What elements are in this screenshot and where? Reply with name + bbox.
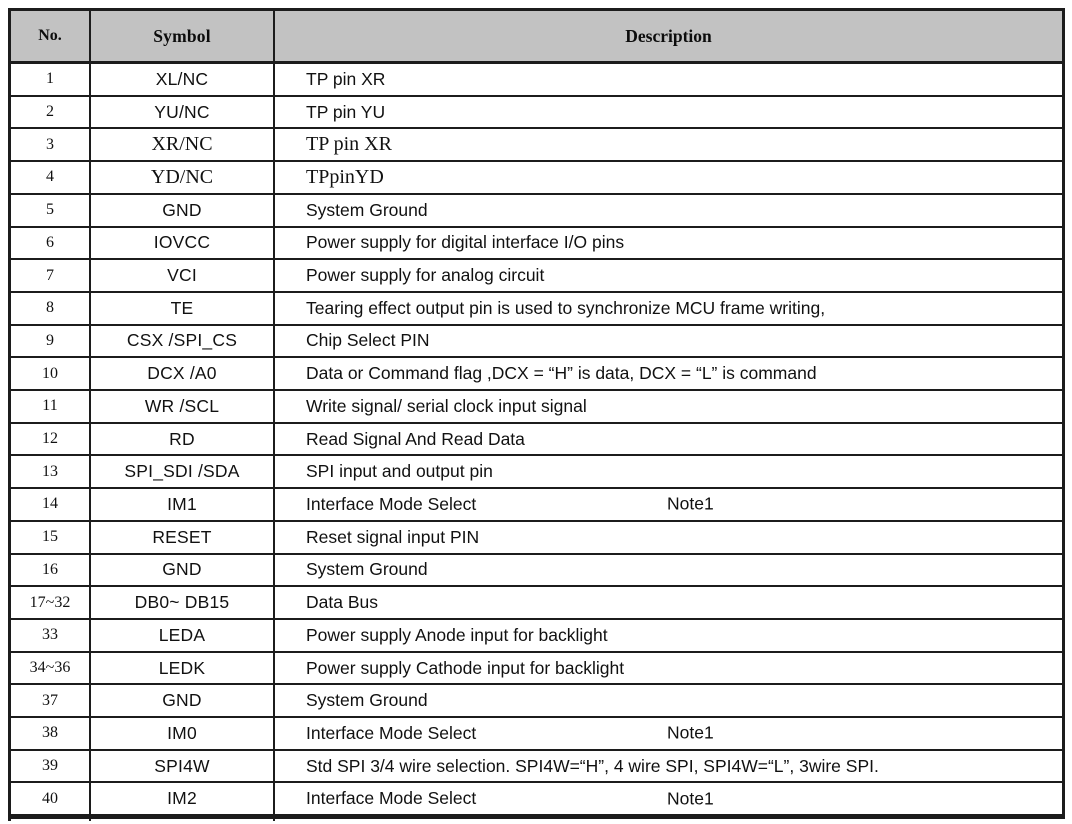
cell-symbol: DB0~ DB15 bbox=[91, 587, 275, 618]
table-row bbox=[11, 391, 1062, 424]
table-row bbox=[11, 260, 1062, 293]
table-row bbox=[11, 653, 1062, 686]
description-text: Data or Command flag ,DCX = “H” is data, DCX = “L” is command bbox=[306, 363, 817, 384]
table-continuation-stub bbox=[8, 816, 11, 821]
description-text: System Ground bbox=[306, 690, 428, 711]
col-header-symbol: Symbol bbox=[91, 11, 275, 61]
description-text: TP pin XR bbox=[306, 68, 386, 89]
cell-description bbox=[275, 162, 1062, 193]
table-row bbox=[11, 685, 1062, 718]
pin-description-table bbox=[8, 8, 1065, 819]
table-row bbox=[11, 129, 1062, 162]
table-row bbox=[11, 228, 1062, 261]
cell-no: 39 bbox=[11, 751, 91, 782]
cell-no: 2 bbox=[11, 97, 91, 128]
cell-description bbox=[275, 358, 1062, 389]
table-row bbox=[11, 293, 1062, 326]
cell-description bbox=[275, 228, 1062, 259]
cell-symbol: IM2 bbox=[91, 783, 275, 814]
cell-symbol: CSX /SPI_CS bbox=[91, 326, 275, 357]
cell-no: 1 bbox=[11, 64, 91, 95]
description-text: TP pin YU bbox=[306, 101, 386, 122]
cell-symbol: TE bbox=[91, 293, 275, 324]
description-text: Interface Mode Select bbox=[306, 493, 477, 514]
cell-no: 37 bbox=[11, 685, 91, 716]
table-row bbox=[11, 620, 1062, 653]
cell-no: 8 bbox=[11, 293, 91, 324]
table-row bbox=[11, 718, 1062, 751]
cell-description bbox=[275, 64, 1062, 95]
table-row bbox=[11, 358, 1062, 391]
cell-description bbox=[275, 522, 1062, 553]
cell-no: 17~32 bbox=[11, 587, 91, 618]
description-text: Power supply Cathode input for backlight bbox=[306, 657, 625, 678]
description-text: Write signal/ serial clock input signal bbox=[306, 395, 587, 416]
cell-symbol: YD/NC bbox=[91, 162, 275, 193]
cell-no: 40 bbox=[11, 783, 91, 814]
cell-no: 4 bbox=[11, 162, 91, 193]
cell-description bbox=[275, 620, 1062, 651]
cell-no: 10 bbox=[11, 358, 91, 389]
cell-symbol: LEDA bbox=[91, 620, 275, 651]
table-row bbox=[11, 489, 1062, 522]
table-row bbox=[11, 326, 1062, 359]
description-text: TP pin XR bbox=[306, 133, 392, 156]
cell-description bbox=[275, 555, 1062, 586]
description-text: Std SPI 3/4 wire selection. SPI4W=“H”, 4 wire SPI, SPI4W=“L”, 3wire SPI. bbox=[306, 755, 879, 776]
description-text: TPpinYD bbox=[306, 165, 384, 188]
cell-description bbox=[275, 653, 1062, 684]
cell-description bbox=[275, 587, 1062, 618]
cell-no: 7 bbox=[11, 260, 91, 291]
cell-description bbox=[275, 260, 1062, 291]
cell-no: 11 bbox=[11, 391, 91, 422]
table-row bbox=[11, 587, 1062, 620]
cell-description bbox=[275, 424, 1062, 455]
cell-symbol: IOVCC bbox=[91, 228, 275, 259]
cell-symbol: RD bbox=[91, 424, 275, 455]
description-text: Chip Select PIN bbox=[306, 330, 430, 351]
cell-no: 13 bbox=[11, 456, 91, 487]
cell-description bbox=[275, 751, 1062, 782]
description-text: Data Bus bbox=[306, 592, 378, 613]
description-text: Read Signal And Read Data bbox=[306, 428, 525, 449]
table-row bbox=[11, 751, 1062, 784]
table-row bbox=[11, 783, 1062, 816]
description-text: Power supply Anode input for backlight bbox=[306, 624, 608, 645]
description-text: Interface Mode Select bbox=[306, 788, 477, 809]
table-continuation-stub bbox=[89, 816, 91, 821]
cell-no: 3 bbox=[11, 129, 91, 160]
table-row bbox=[11, 522, 1062, 555]
cell-no: 34~36 bbox=[11, 653, 91, 684]
description-text: Interface Mode Select bbox=[306, 722, 477, 743]
description-text: Reset signal input PIN bbox=[306, 526, 480, 547]
cell-symbol: YU/NC bbox=[91, 97, 275, 128]
cell-description bbox=[275, 718, 1062, 749]
col-header-no: No. bbox=[11, 11, 91, 61]
table-continuation-stub bbox=[273, 816, 275, 821]
cell-description bbox=[275, 783, 1062, 814]
cell-description bbox=[275, 293, 1062, 324]
col-header-description: Description bbox=[625, 25, 712, 46]
cell-no: 12 bbox=[11, 424, 91, 455]
note-label: Note1 bbox=[667, 788, 714, 809]
description-text: Power supply for analog circuit bbox=[306, 265, 545, 286]
table-row bbox=[11, 456, 1062, 489]
cell-description bbox=[275, 456, 1062, 487]
cell-no: 16 bbox=[11, 555, 91, 586]
cell-no: 15 bbox=[11, 522, 91, 553]
cell-no: 38 bbox=[11, 718, 91, 749]
cell-symbol: GND bbox=[91, 555, 275, 586]
cell-no: 6 bbox=[11, 228, 91, 259]
cell-symbol: IM1 bbox=[91, 489, 275, 520]
cell-description bbox=[275, 391, 1062, 422]
note-label: Note1 bbox=[667, 493, 714, 514]
cell-no: 5 bbox=[11, 195, 91, 226]
cell-symbol: WR /SCL bbox=[91, 391, 275, 422]
cell-symbol: RESET bbox=[91, 522, 275, 553]
cell-description bbox=[275, 326, 1062, 357]
table-row bbox=[11, 195, 1062, 228]
cell-description bbox=[275, 489, 1062, 520]
cell-symbol: DCX /A0 bbox=[91, 358, 275, 389]
table-row bbox=[11, 424, 1062, 457]
cell-no: 14 bbox=[11, 489, 91, 520]
description-text: SPI input and output pin bbox=[306, 461, 493, 482]
description-text: System Ground bbox=[306, 559, 428, 580]
cell-symbol: XR/NC bbox=[91, 129, 275, 160]
note-label: Note1 bbox=[667, 722, 714, 743]
table-header-row bbox=[11, 11, 1062, 64]
description-text: Power supply for digital interface I/O pins bbox=[306, 232, 625, 253]
cell-no: 33 bbox=[11, 620, 91, 651]
cell-symbol: XL/NC bbox=[91, 64, 275, 95]
cell-symbol: VCI bbox=[91, 260, 275, 291]
table-row bbox=[11, 97, 1062, 130]
cell-description bbox=[275, 685, 1062, 716]
cell-no: 9 bbox=[11, 326, 91, 357]
description-text: Tearing effect output pin is used to synchronize MCU frame writing, bbox=[306, 297, 826, 318]
cell-symbol: LEDK bbox=[91, 653, 275, 684]
table-row bbox=[11, 162, 1062, 195]
cell-description bbox=[275, 97, 1062, 128]
table-row bbox=[11, 64, 1062, 97]
cell-symbol: SPI4W bbox=[91, 751, 275, 782]
cell-symbol: GND bbox=[91, 685, 275, 716]
cell-symbol: GND bbox=[91, 195, 275, 226]
cell-symbol: IM0 bbox=[91, 718, 275, 749]
description-text: System Ground bbox=[306, 199, 428, 220]
cell-symbol: SPI_SDI /SDA bbox=[91, 456, 275, 487]
cell-description bbox=[275, 195, 1062, 226]
cell-description bbox=[275, 129, 1062, 160]
table-row bbox=[11, 555, 1062, 588]
